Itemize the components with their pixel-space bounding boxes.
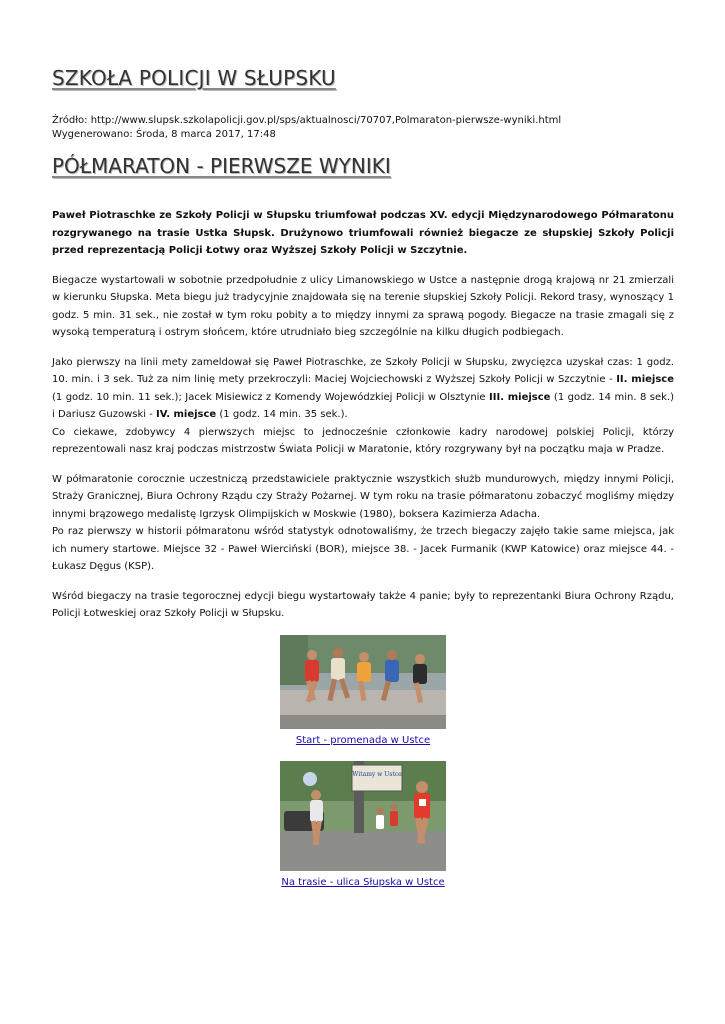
paragraph-4: Wśród biegaczy na trasie tegorocznej edycji biegu wystartowały także 4 panie; były to reprezentanki Biura Ochrony Rządu, Policji Łotweskiej oraz Szkoły Policji w Słupsku.: [52, 590, 674, 619]
place-3-label: III. miejsce: [489, 391, 551, 403]
site-title: SZKOŁA POLICJI W SŁUPSKU: [52, 66, 336, 90]
caption-start-link[interactable]: Start - promenada w Ustce: [295, 734, 431, 746]
photo-start-promenade[interactable]: [280, 635, 446, 729]
para3-text-2: Po raz pierwszy w historii półmaratonu wśród statystyk odnotowaliśmy, że trzech biegaczy zajęło takie same miejsca, jak ich numery startowe. Miejsce 32 - Paweł Wierciński (BOR), miejsce 38. - Jacek Furmanik (KWP Katowice) oraz miejsce 44. - Łukasz Dęgus (KSP).: [52, 526, 674, 572]
paragraph-1: Biegacze wystartowali w sobotnie przedpołudnie z ulicy Limanowskiego w Ustce a następnie drogą krajową nr 21 zmierzali w kierunku Słupska. Meta biegu już tradycyjnie znajdowała się na terenie słupskiej Szkoły Policji. Rekord trasy, wynoszący 1 godz. 5 min. 31 sek., nie został w tym roku pobity a to między innymi za sprawą pogody. Biegacze na trasie zmagali się z wysoką temperaturą i ostrym słońcem, które utrudniało bieg szczególnie na kilku długich podbiegach.: [52, 274, 674, 338]
para2-text-1: Jako pierwszy na linii mety zameldował się Paweł Piotraschke, ze Szkoły Policji w Słupsku, zwycięzca uzyskał czas: 1 godz. 10. min. i 3 sek. Tuż za nim linię mety przekroczyli: Maciej Wojciechowski z Wyższej Szkoły Policji w Szczytnie -: [52, 356, 674, 385]
welcome-sign-text: Witamy w Ustce: [352, 771, 402, 778]
place-4-label: IV. miejsce: [156, 409, 217, 420]
para3-text-1: W półmaratonie corocznie uczestniczą przedstawiciele praktycznie wszystkich służb mundurowych, między innymi Policji, Straży Granicznej, Biura Ochrony Rządu czy Straży Pożarnej. W tym roku na trasie półmaratonu zobaczyć mogliśmy między innymi brązowego medalistę Igrzysk Olimpijskich w Moskwie (1980), boksera Kazimierza Adacha.: [52, 473, 674, 520]
article-title: PÓŁMARATON - PIERWSZE WYNIKI: [52, 154, 391, 178]
source-line: Źródło: http://www.slupsk.szkolapolicji.gov.pl/sps/aktualnosci/70707,Polmaraton-pierwsze-wyniki.html: [52, 115, 562, 126]
para2-text-5: Co ciekawe, zdobywcy 4 pierwszych miejsc to jednocześnie członkowie kadry narodowej polskiej Policji, którzy reprezentowali nasz kraj podczas mistrzostw Świata Policji w Maratonie, który rozgrywany był na początku maja w Pradze.: [52, 426, 674, 455]
figure-start: [52, 635, 674, 750]
generated-line: Wygenerowano: Środa, 8 marca 2017, 17:48: [52, 129, 276, 140]
lead-paragraph: Paweł Piotraschke ze Szkoły Policji w Słupsku triumfował podczas XV. edycji Międzynarodowego Półmaratonu rozgrywanego na trasie Ustka Słupsk. Drużynowo triumfowali również biegacze ze słupskiej Szkoły Policji przed reprezentacją Policji Łotwy oraz Wyższej Szkoły Policji w Szczytnie.: [52, 210, 674, 256]
article-body: [52, 207, 674, 892]
paragraph-2: [52, 354, 674, 459]
paragraph-3: [52, 471, 674, 576]
photo-route-slupska-street[interactable]: [280, 761, 446, 871]
para2-text-4: (1 godz. 14 min. 35 sek.).: [216, 409, 348, 420]
place-2-label: II. miejsce: [616, 374, 674, 385]
figure-route: [52, 761, 674, 892]
para2-text-3: (1 godz. 14 min. 8 sek.) i Dariusz Guzowski -: [52, 391, 674, 420]
caption-route-link[interactable]: Na trasie - ulica Słupska w Ustce: [281, 877, 445, 888]
para2-text-2: (1 godz. 10 min. 11 sek.); Jacek Misiewicz z Komendy Wojewódzkiej Policji w Olsztynie: [52, 391, 490, 403]
meta-info: [52, 114, 561, 142]
